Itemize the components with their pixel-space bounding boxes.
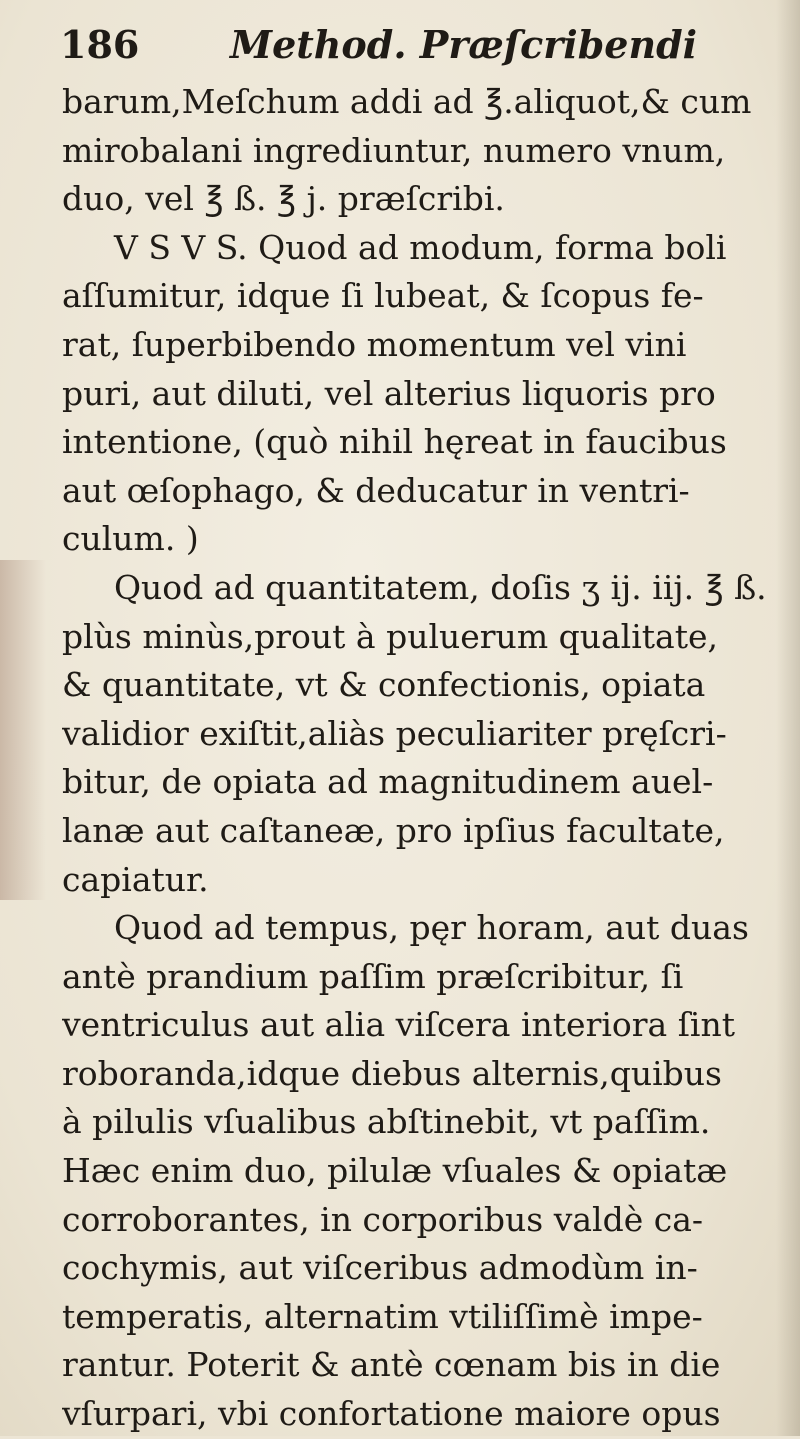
text-line: bitur, de opiata ad magnitudinem auel- [62, 762, 714, 802]
text-line: culum. ) [62, 519, 199, 559]
body-text [62, 78, 792, 1439]
text-line: plùs minùs,prout à puluerum qualitate, [62, 616, 718, 656]
gutter-shadow [0, 560, 46, 900]
text-line: corroborantes, in corporibus valdè ca- [62, 1199, 704, 1239]
text-line: ventriculus aut alia viſcera interiora ſint [62, 1005, 735, 1045]
text-line: & quantitate, vt & confectionis, opiata [62, 665, 706, 705]
text-line: capiatur. [62, 859, 209, 899]
text-line: Quod ad quantitatem, doſis ʒ ij. iij. ℥ ß. [114, 567, 767, 607]
text-line: V S V S. Quod ad modum, forma boli [114, 227, 727, 267]
page-number: 186 [60, 22, 140, 67]
text-line: mirobalani ingrediuntur, numero vnum, [62, 130, 726, 170]
text-line: rantur. Poterit & antè cœnam bis in die [62, 1345, 721, 1385]
text-line: Quod ad tempus, pęr horam, aut duas [114, 908, 749, 948]
page-header [60, 18, 780, 72]
text-line: aſſumitur, idque ſi lubeat, & ſcopus fe- [62, 276, 704, 316]
text-line: puri, aut diluti, vel alterius liquoris pro [62, 373, 716, 413]
text-line: cochymis, aut viſceribus admodùm in- [62, 1248, 698, 1288]
text-line: à pilulis vſualibus abſtinebit, vt paſſim. [62, 1102, 711, 1142]
text-line: aut œſophago, & deducatur in ventri- [62, 470, 690, 510]
text-line: vſurpari, vbi confortatione maiore opus [62, 1394, 721, 1434]
text-line: antè prandium paſſim præſcribitur, ſi [62, 956, 684, 996]
text-line: Hæc enim duo, pilulæ vſuales & opiatæ [62, 1151, 728, 1191]
text-line: lanæ aut caſtaneæ, pro ipſius facultate, [62, 810, 725, 850]
running-title: Method. Præſcribendi [230, 22, 698, 67]
text-line: duo, vel ℥ ß. ℥ j. præſcribi. [62, 179, 505, 219]
text-line: temperatis, alternatim vtiliſſimè impe- [62, 1296, 703, 1336]
text-line: roboranda,idque diebus alternis,quibus [62, 1053, 722, 1093]
text-line: intentione, (quò nihil hęreat in faucibus [62, 422, 727, 462]
text-line: barum,Meſchum addi ad ℥.aliquot,& cum [62, 82, 752, 121]
text-line: validior exiſtit,aliàs peculiariter pręſcri- [62, 713, 727, 753]
text-line: rat, ſuperbibendo momentum vel vini [62, 324, 687, 364]
